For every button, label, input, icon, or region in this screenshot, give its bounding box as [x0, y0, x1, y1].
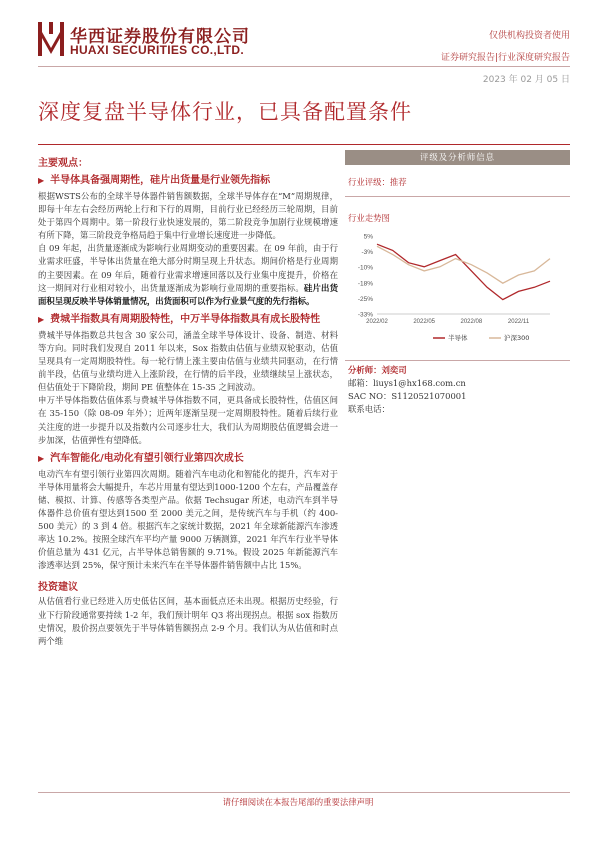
- main-points-label: 主要观点：: [38, 158, 88, 169]
- audience-note: 仅供机构投资者使用: [488, 31, 570, 41]
- panel-divider: [345, 196, 570, 197]
- y-tick-label: -25%: [357, 295, 373, 303]
- x-tick-label: 2022/08: [460, 319, 483, 325]
- y-tick-label: -18%: [357, 280, 373, 288]
- section-heading: [38, 173, 338, 188]
- footer-divider: [38, 792, 570, 793]
- y-tick-label: -10%: [357, 264, 373, 272]
- x-tick-label: 2022/05: [413, 319, 436, 325]
- section-heading-text: 费城半指数具有周期股特性，中万半导体指数具有成长股特性: [50, 313, 321, 325]
- section-paragraph: 申万半导体指数估值体系与费城半导体指数不同，更具备成长股特性，估值区间在 35-150（除 08-09 年外）；近两年逐渐呈现一定周期股特性。随着后续行业关注度的进一步提升以及指数内公司逐步壮大，我们认为周期股估值逻辑会进一步加深，估值弹性有望降低。: [38, 395, 338, 445]
- analyst-name: 分析师：刘奕司: [348, 365, 407, 375]
- brand-name-en: HUAXI SECURITIES CO.,LTD.: [70, 43, 244, 57]
- huaxi-logo-icon: [38, 22, 64, 56]
- legend-label: 沪深300: [504, 334, 530, 342]
- triangle-bullet-icon: ▶: [38, 453, 45, 463]
- y-tick-label: -3%: [361, 249, 373, 257]
- title-divider: [38, 144, 570, 145]
- x-tick-label: 2022/02: [366, 319, 388, 325]
- section-paragraph: 费城半导体指数总共包含 30 家公司，涵盖全球半导体设计、设备、制造、材料等方向。同时我们发现自 2011 年以来，Sox 指数由估值与业绩双轮驱动，估值呈现具有一定周期股特性。每一轮行情上涨主要由估值与业绩共同驱动，在行情前半段，估值与业绩均进入上涨阶段，在行情的后半段，业绩继续呈上涨状态，但估值处于下降阶段，期间 PE 值整体在 15-35 之间波动。: [38, 329, 338, 393]
- investment-heading: 投资建议: [38, 582, 78, 594]
- panel-divider: [345, 360, 570, 361]
- trend-chart-title: 行业走势图: [348, 213, 390, 223]
- main-points: [38, 154, 338, 648]
- legal-notice: 请仔细阅读在本报告尾部的重要法律声明: [222, 797, 374, 807]
- section-heading-text: 汽车智能化/电动化有望引领行业第四次成长: [50, 452, 244, 464]
- header-divider: [38, 66, 570, 67]
- industry-rating: 行业评级：推荐: [348, 177, 407, 187]
- series-line-2: [377, 246, 550, 283]
- triangle-bullet-icon: ▶: [38, 314, 45, 324]
- analyst-email: 邮箱：liuys1@hx168.com.cn: [348, 378, 466, 388]
- section-paragraph: 根据WSTS公布的全球半导体器件销售额数据，全球半导体存在“M”周期规律，即每十年左右会经历两轮上行和下行的周期，目前行业已经经历三轮周期，目前处于第四个周期中。第一阶段行业快速发展的，第二阶段竞争加剧行业规模增速有所下降，第三阶段竞争格局趋于集中行业增长速度进一步降低。: [38, 191, 338, 241]
- section-paragraph-text: 自 09 年起，出货量逐渐成为影响行业周期变动的重要因素。在 09 年前，由于行业需求旺盛，半导体出货量在绝大部分时期呈现上升状态。期间价格是行业周期的主要因素。在 09 年后，随着行业需求增速回落以及行业集中度提升，价格在这一期间对行业相对较小，出货量逐渐成为影响行业周期的重要指标。: [38, 243, 338, 293]
- analyst-phone: 联系电话：: [348, 404, 390, 414]
- brand-name-cn: 华西证券股份有限公司: [70, 27, 250, 47]
- section-heading: [38, 312, 338, 327]
- analyst-sac: SAC NO：S1120521070001: [348, 391, 467, 401]
- legend-label: 半导体: [448, 334, 468, 342]
- triangle-bullet-icon: ▶: [38, 176, 45, 185]
- industry-trend-chart: [345, 228, 570, 348]
- x-tick-label: 2022/11: [507, 319, 530, 325]
- report-date: 2023 年 02 月 05 日: [482, 75, 570, 85]
- section-paragraph: [38, 242, 338, 307]
- section-heading-text: 半导体具备强周期性，硅片出货量是行业领先指标: [50, 175, 271, 186]
- section-heading: [38, 451, 338, 466]
- rating-panel-header: 评级及分析师信息: [345, 150, 570, 165]
- y-tick-label: 5%: [363, 233, 373, 241]
- report-type: 证券研究报告|行业深度研究报告: [440, 53, 570, 63]
- report-title: 深度复盘半导体行业，已具备配置条件: [38, 100, 412, 124]
- investment-paragraph: 从估值看行业已经进入历史低估区间，基本面低点还未出现。根据历史经验，行业下行阶段通常要持续 1-2 年，我们预计明年 Q3 将出现拐点。根据 sox 指数历史情况，股价拐点要领先于半导体销售额拐点 2-9 个月。我们认为从估值和时点两个维: [38, 596, 338, 646]
- section-bold-conclusion: 硅片出货面积呈现反映半导体销量情况，出货面积可以作为行业景气度的先行指标。: [38, 282, 339, 306]
- section-paragraph: 电动汽车有望引领行业第四次周期。随着汽车电动化和智能化的提升，汽车对于半导体用量将会大幅提升，车芯片用量有望达到1000-1200 个左右，产品覆盖存储、模拟、计算、传感等各类型产品。依据 Techsugar 所述，电动汽车到半导体器件总价值有望达到1500 至 2000 美元之间，是传统汽车与手机（约 400-500 美元）的 3 到 4 倍。根据汽车之家统计数据，2021 年全球新能源汽车渗透率达 10.2%。按照全球汽车平均产量 9000 万辆测算，2021 年汽车行业半导体价值总量为 431 亿元，占半导体总销售额的 9.71%。假设 2025 年新能源汽车渗透率达到 25%，保守预计未来汽车在半导体器件销售额中占比 15%。: [38, 468, 338, 571]
- y-tick-label: -33%: [357, 311, 373, 319]
- series-line-1: [377, 244, 550, 299]
